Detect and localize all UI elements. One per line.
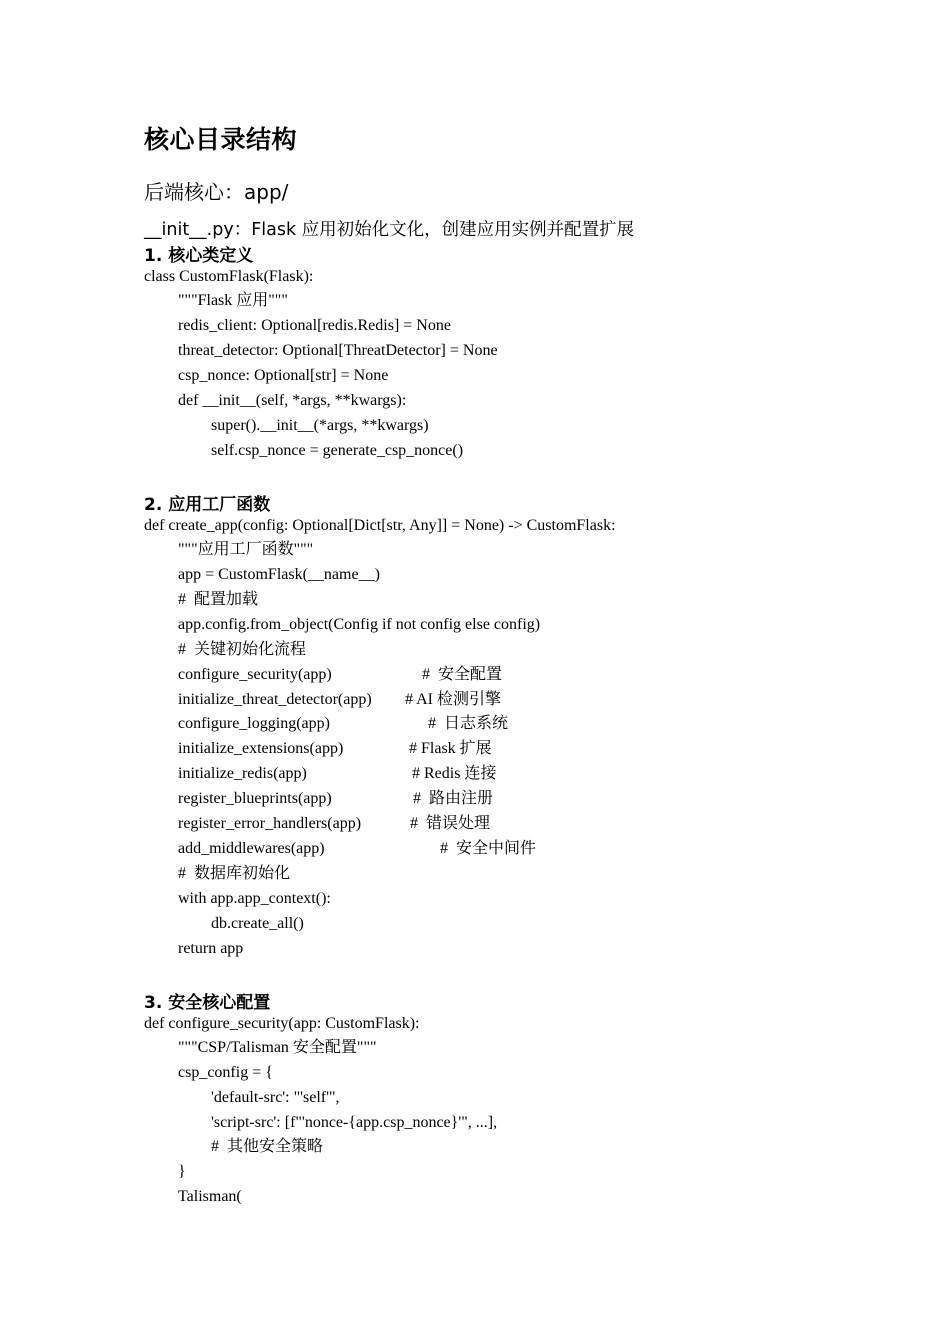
code-line: self.csp_nonce = generate_csp_nonce()	[211, 442, 464, 459]
code-line: # 关键初始化流程	[178, 641, 307, 658]
code-line: """应用工厂函数"""	[178, 541, 314, 558]
code-line: register_error_handlers(app)	[178, 815, 362, 832]
code-comment: # 安全中间件	[440, 840, 537, 857]
code-comment: # Redis 连接	[412, 765, 497, 782]
code-line: """Flask 应用"""	[178, 292, 288, 309]
code-comment: # 错误处理	[410, 815, 491, 832]
code-line: redis_client: Optional[redis.Redis] = None	[178, 317, 451, 334]
code-line: csp_config = {	[178, 1064, 273, 1081]
code-comment: # 安全配置	[422, 666, 503, 683]
code-line: 'default-src': "'self'",	[211, 1089, 340, 1106]
code-line: with app.app_context():	[178, 890, 331, 907]
code-line: # 其他安全策略	[211, 1138, 324, 1155]
code-line: # 配置加载	[178, 591, 259, 608]
subheading: 后端核心：app/	[144, 180, 289, 204]
code-line: # 数据库初始化	[178, 865, 291, 882]
code-line: threat_detector: Optional[ThreatDetector] = None	[178, 342, 498, 359]
code-line: 'script-src': [f"'nonce-{app.csp_nonce}'", ...],	[211, 1114, 498, 1131]
code-line: register_blueprints(app)	[178, 790, 332, 807]
code-line: initialize_redis(app)	[178, 765, 307, 782]
code-line: Talisman(	[178, 1188, 242, 1205]
code-line: initialize_threat_detector(app)	[178, 691, 372, 708]
code-line: def configure_security(app: CustomFlask):	[144, 1015, 420, 1032]
section-2-title: 2. 应用工厂函数	[144, 495, 271, 515]
code-line: db.create_all()	[211, 915, 304, 932]
code-comment: # AI 检测引擎	[405, 691, 502, 708]
code-line: class CustomFlask(Flask):	[144, 268, 314, 285]
code-line: super().__init__(*args, **kwargs)	[211, 417, 429, 434]
code-line: configure_logging(app)	[178, 715, 330, 732]
code-comment: # 路由注册	[413, 790, 494, 807]
code-line: csp_nonce: Optional[str] = None	[178, 367, 389, 384]
code-line: return app	[178, 940, 244, 957]
section-3-title: 3. 安全核心配置	[144, 993, 271, 1013]
code-line: }	[178, 1163, 186, 1180]
code-line: app = CustomFlask(__name__)	[178, 566, 380, 583]
section-1-title: 1. 核心类定义	[144, 246, 254, 266]
code-line: def __init__(self, *args, **kwargs):	[178, 392, 407, 409]
code-line: add_middlewares(app)	[178, 840, 325, 857]
code-line: def create_app(config: Optional[Dict[str, Any]] = None) -> CustomFlask:	[144, 517, 616, 534]
code-comment: # 日志系统	[428, 715, 509, 732]
code-line: configure_security(app)	[178, 666, 332, 683]
page-title: 核心目录结构	[144, 125, 298, 154]
file-description: __init__.py：Flask 应用初始化文化，创建应用实例并配置扩展	[144, 220, 635, 240]
code-line: app.config.from_object(Config if not config else config)	[178, 616, 541, 633]
code-line: initialize_extensions(app)	[178, 740, 344, 757]
code-line: """CSP/Talisman 安全配置"""	[178, 1039, 377, 1056]
code-comment: # Flask 扩展	[409, 740, 492, 757]
